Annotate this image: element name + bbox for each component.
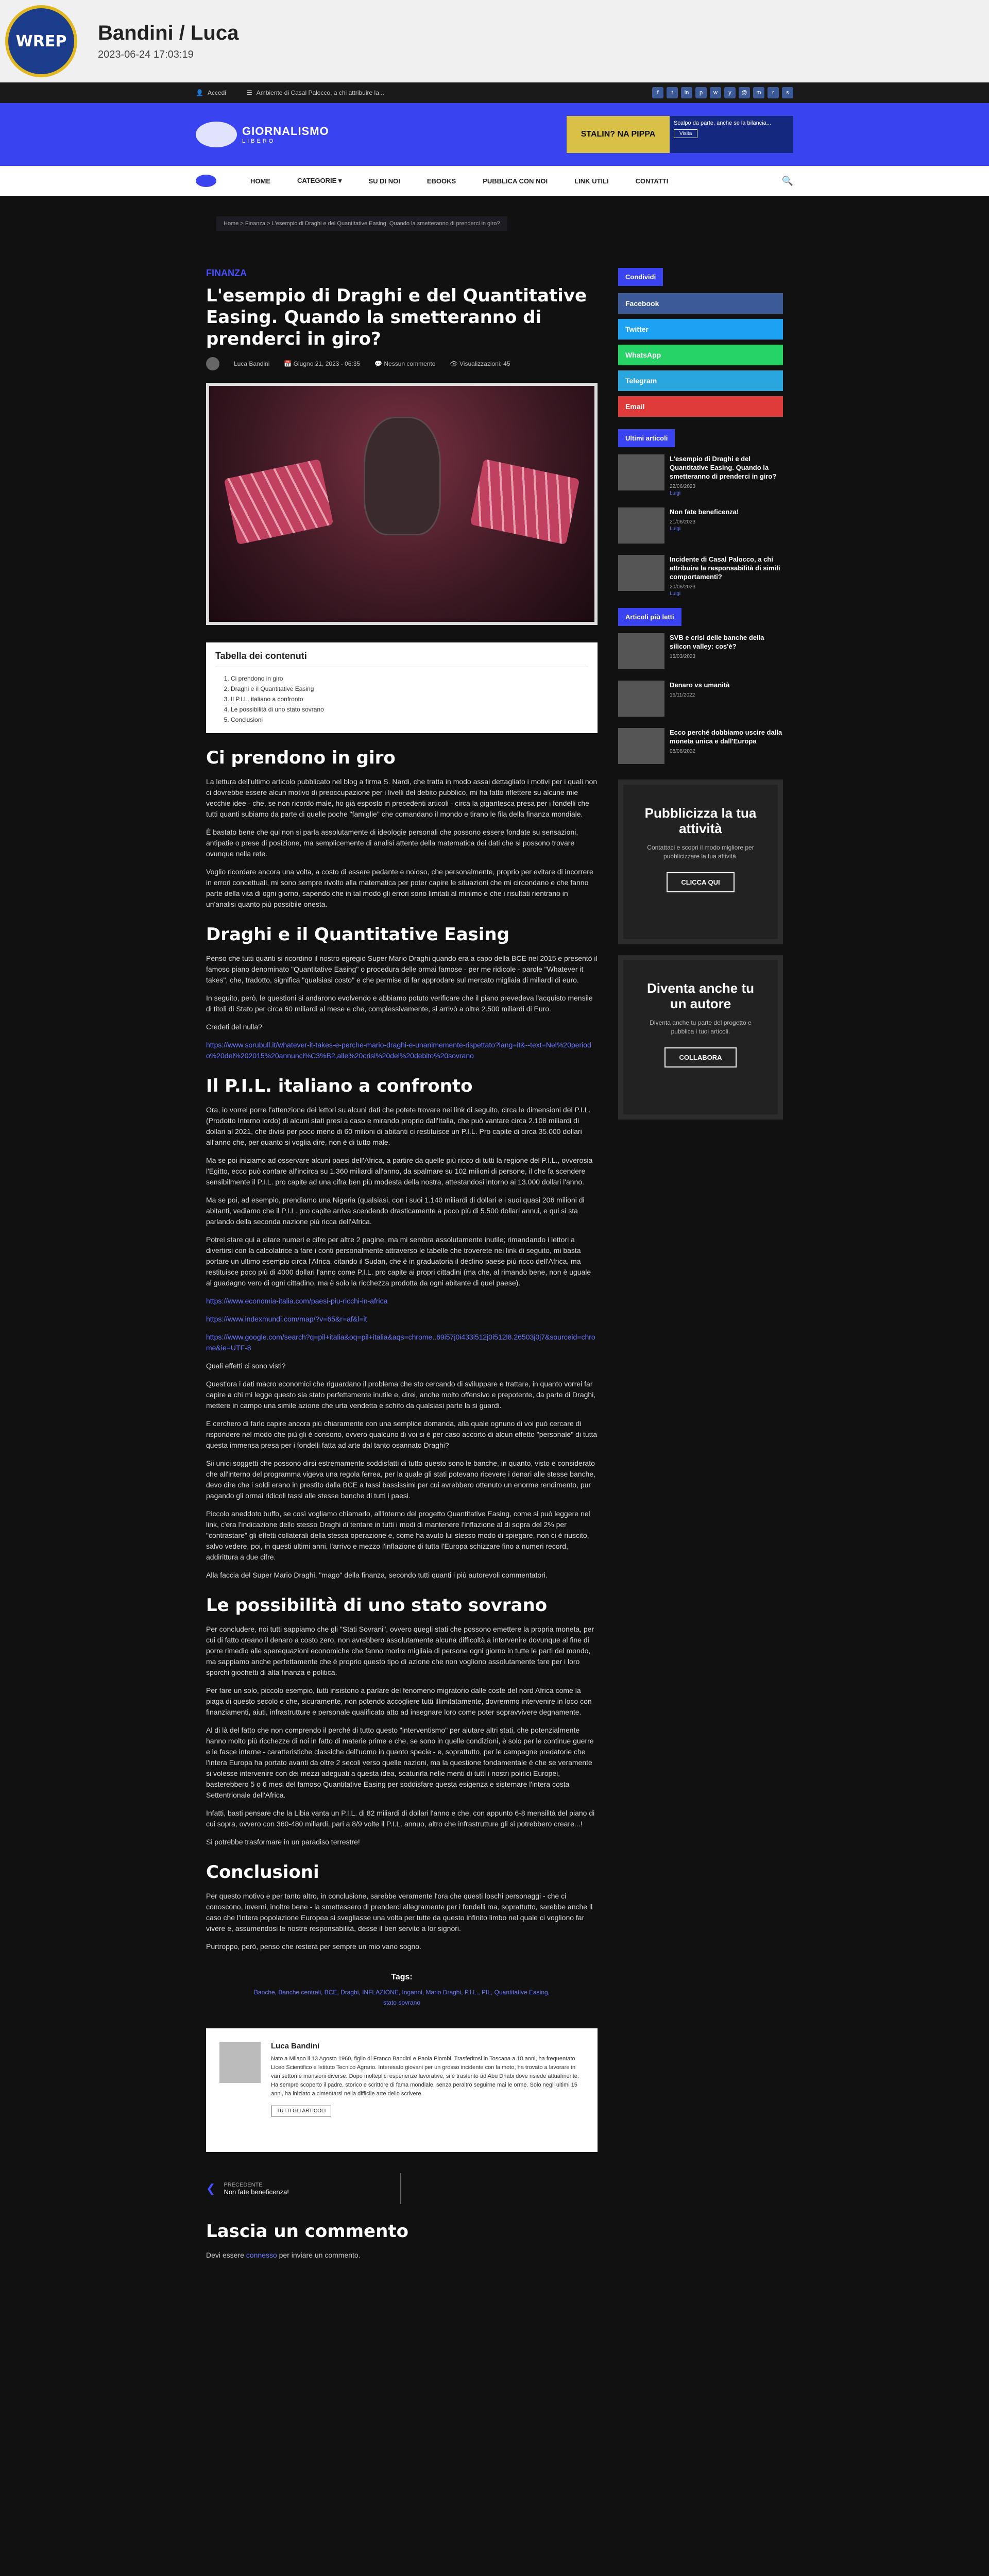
promo-advertise: Pubblicizza la tua attività Contattaci e scopri il modo migliore per pubblicizzare la tua attività. CLICCA QUI xyxy=(618,779,783,944)
calendar-icon: 📅 Giugno 21, 2023 - 06:35 xyxy=(284,360,361,367)
list-item-date: 16/11/2022 xyxy=(670,692,695,698)
paragraph: Quali effetti ci sono visti? xyxy=(206,1362,286,1370)
paragraph: La lettura dell'ultimo articolo pubblicato nel blog a firma S. Nardi, che tratta in modo assai dettagliato i motivi per i quali non ci dovrebbe essere alcun motivo di preoccupazione per i livelli del debito pubblico, mi ha fatto riflettere su alcune mie vecchie idee - che, se non ricordo male, ho già esposto in precedenti articoli - circa la gigantesca presa per i fondelli che tutti quanti subiamo da parte di quelle poche "famiglie" che comandano il mondo e tirano le fila della finanza mondiale. xyxy=(206,777,598,818)
author-bio: Nato a Milano il 13 Agosto 1960, figlio di Franco Bandini e Paola Piombi. Trasferitosi in Toscana a 18 anni, ha frequentato Liceo Scientifico e Istituto Tecnico Agrario. Interesato giovani per un grosso incidente con la moto, ha trovato a lavorare in vari settori e mansioni diverse. Dopo molteplici esperienze lavorative, si è trasferito ad Abu Dhabi dove risiede attualmente. Ha sempre scoperto il padre, storico e scrittore di fama mondiale, senza peraltro seguirne mai le orme. Solo negli ultimi 15 anni, ha iniziato a cimentarsi nella difficile arte dello scrivere. xyxy=(271,2056,579,2097)
section-heading: Draghi e il Quantitative Easing xyxy=(206,924,509,945)
list-item[interactable] xyxy=(618,681,783,717)
paragraph: E cerchero di farlo capire ancora più chiaramente con una semplice domanda, alla quale ognuno di voi può cercare di rispondere nel modo che più gli è consono, ovvero qualcuno di voi si è per caso accorto di alcun effetto "personale" di tutta questa immensa presa per i fondelli fatta ad arte dal tanto osannato Draghi? xyxy=(206,1419,598,1449)
paragraph: Voglio ricordare ancora una volta, a costo di essere pedante e noioso, che personalmente, proprio per evitare di incorrere in errori concettuali, mi sono sempre rivolto alla matematica per poter capire le situazioni che mi circondano e che fanno parte della vita di ogni giorno, sapendo che in tal modo gli errori sono limitati al minimo e che i risultati rientrano in un'analisi quanto più possibile onesta. xyxy=(206,868,593,908)
site-header xyxy=(0,103,989,166)
paragraph[interactable]: https://www.economia-italia.com/paesi-piu-ricchi-in-africa xyxy=(206,1297,388,1305)
skype-icon[interactable]: s xyxy=(782,87,793,98)
list-item-title[interactable]: L'esempio di Draghi e del Quantitative Easing. Quando la smetteranno di prenderci in giro? xyxy=(670,455,777,480)
toc-title: Tabella dei contenuti xyxy=(215,651,588,667)
twitter-icon[interactable]: t xyxy=(667,87,678,98)
paragraph: Infatti, basti pensare che la Libia vanta un P.I.L. di 82 miliardi di dollari l'anno e che, con appunto 6-8 mensilità del piano di cui sopra, ovvero con 360-480 miliardi, pari a 8/9 volte il P.I.L. annuo, altro che infrastrutture gli si potrebbero creare...! xyxy=(206,1809,595,1828)
paragraph: Penso che tutti quanti si ricordino il nostro egregio Super Mario Draghi quando era a capo della BCE nel 2015 e presentò il famoso piano denominato "Quantitative Easing" o procedura delle ormai famose - per me ridicole - parole "Whatever it takes", che, tradotto, significa "qualsiasi costo" e che permise di far approdare sul mercato migliaia di miliardi di euro. xyxy=(206,954,598,984)
paragraph: Per concludere, noi tutti sappiamo che gli "Stati Sovrani", ovvero quegli stati che possono emettere la propria moneta, per cui di fatto creano il denaro a costo zero, non avrebbero assolutamente alcuna difficoltà a intervenire dovunque al fine di porre rimedio alle sperequazioni economiche che fanno morire migliaia di persone ogni giorno in tutte le parti del mondo, ma sappiamo anche perfettamente che è proprio questo tipo di azione che non vogliono assolutamente fare per i loro sporchi giochetti di alta finanza e politica. xyxy=(206,1625,594,1676)
author-avatar xyxy=(206,357,219,370)
login-link[interactable]: 👤 Accedi xyxy=(196,89,226,96)
list-item-title[interactable]: Ecco perché dobbiamo uscire dalla moneta unica e dall'Europa xyxy=(670,728,782,745)
tags-list[interactable]: Banche, Banche centrali, BCE, Draghi, INFLAZIONE, Inganni, Mario Draghi, P.I.L., PIL, Quantitative Easing, stato sovrano xyxy=(253,1989,550,2006)
section-heading: Conclusioni xyxy=(206,1862,319,1883)
section-heading: Le possibilità di uno stato sovrano xyxy=(206,1595,548,1616)
share-telegram-button[interactable]: Telegram xyxy=(618,370,783,391)
banner-image: STALIN? NA PIPPA xyxy=(567,116,670,153)
prev-post-nav[interactable] xyxy=(206,2171,598,2207)
article-body xyxy=(206,748,598,1952)
list-item-tag[interactable]: Luigi xyxy=(670,591,681,597)
nav-home[interactable]: HOME xyxy=(250,177,270,185)
share-facebook-button[interactable]: Facebook xyxy=(618,293,783,314)
article xyxy=(206,268,598,2268)
paragraph: Ora, io vorrei porre l'attenzione dei lettori su alcuni dati che potete trovare nei link di seguito, circa le dimensioni del P.I.L. (Prodotto Interno lordo) di alcuni stati presi a caso e mirando proprio dall'Italia, che può vantare circa 2.108 miliardi di dollari al 2021, che divisi per poco meno di 60 milioni di abitanti ci restituisce un P.I.L. Pro capite di circa 35.000 dollari all'anno che, per quanto si voglia dire, non è di tutto male. xyxy=(206,1106,591,1146)
paragraph: Al di là del fatto che non comprendo il perché di tutto questo "interventismo" per aiutare altri stati, che potenzialmente hanno molto più ricchezze di noi in fatto di materie prime e che, se sono in quelle condizioni, è solo per le continue guerre e le fasce interne - caratteristiche classiche dell'uomo in quanto specie - e, soprattutto, per le campagne predatorie che l'intera Europa ha portato avanti da oltre 2 secoli verso quelle nazioni, ma la questione fondamentale è che se veramente si volesse intervenire con dei mezzi adeguati a questa idea, scaturirla nelle menti di tutti i nostri politici Europei, basterebbero 5 o 6 mesi del famoso Quantitative Easing per soddisfare questa esigenza e sistemare l'intera costa Settentrionale dell'Africa. xyxy=(206,1726,594,1799)
list-item[interactable] xyxy=(618,507,783,544)
author-name[interactable]: Luca Bandini xyxy=(234,360,270,367)
nav-ebooks[interactable]: EBOOKS xyxy=(427,177,456,185)
nav-logo-icon[interactable] xyxy=(196,175,216,187)
prev-label: PRECEDENTE xyxy=(224,2181,263,2188)
list-item-tag[interactable]: Luigi xyxy=(670,526,681,532)
table-of-contents xyxy=(206,642,598,733)
comment-section xyxy=(206,2221,598,2261)
promo-author-button[interactable]: COLLABORA xyxy=(664,1047,736,1067)
top-bar xyxy=(0,82,989,103)
list-item[interactable] xyxy=(618,633,783,669)
whatsapp-icon[interactable]: w xyxy=(710,87,721,98)
promo-author: Diventa anche tu un autore Diventa anche tu parte del progetto e pubblica i tuoi articoli. COLLABORA xyxy=(618,955,783,1120)
paragraph: Ma se poi iniziamo ad osservare alcuni paesi dell'Africa, a partire da quelle più ricco di tutti la regione del P.I.L., ovverosia l'Egitto, ecco può contare all'incirca su 1.360 miliardi all'anno, da spalmare su 102 milioni di persone, il che fa scendere sensibilmente il P.I.L. pro capite ad una cifra ben più modesta della nostra, attestandosi intorno ai 13.000 dollari l'anno. xyxy=(206,1156,593,1186)
list-item-title[interactable]: Incidente di Casal Palocco, a chi attribuire la responsabilità di simili comportamenti? xyxy=(670,555,780,581)
paragraph: Credeti del nulla? xyxy=(206,1023,262,1031)
paragraph: Si potrebbe trasformare in un paradiso terrestre! xyxy=(206,1838,360,1846)
list-item-date: 15/03/2023 xyxy=(670,654,696,659)
share-whatsapp-button[interactable]: WhatsApp xyxy=(618,345,783,365)
thumbnail[interactable] xyxy=(618,728,664,764)
list-item-date: 08/08/2022 xyxy=(670,749,696,754)
popular-heading: Articoli più letti xyxy=(618,608,681,626)
toc-item[interactable]: 5. Conclusioni xyxy=(231,715,588,725)
ticker-link[interactable]: ☰ Ambiente di Casal Palocco, a chi attribuire la... xyxy=(246,89,384,96)
featured-image xyxy=(206,383,598,625)
toc-item[interactable]: 4. Le possibilità di uno stato sovrano xyxy=(231,704,588,715)
toc-item[interactable]: 3. Il P.I.L. italiano a confronto xyxy=(231,694,588,704)
list-item[interactable] xyxy=(618,728,783,764)
eye-icon: 👁 Visualizzazioni: 45 xyxy=(450,360,510,367)
thumbnail[interactable] xyxy=(618,681,664,717)
linkedin-icon[interactable]: in xyxy=(681,87,692,98)
all-articles-button[interactable]: TUTTI GLI ARTICOLI xyxy=(271,2106,331,2116)
comment-title: Lascia un commento xyxy=(206,2221,408,2242)
social-links xyxy=(652,87,793,98)
list-item-title[interactable]: Non fate beneficenza! xyxy=(670,508,739,516)
article-category[interactable]: FINANZA xyxy=(206,268,247,278)
prev-title[interactable]: Non fate beneficenza! xyxy=(224,2188,289,2196)
email-icon[interactable]: @ xyxy=(739,87,750,98)
wrep-logo: WREP xyxy=(5,5,77,77)
paragraph[interactable]: https://www.indexmundi.com/map/?v=65&r=af&l=it xyxy=(206,1315,367,1323)
ad-banner[interactable]: STALIN? NA PIPPA Scalpo da parte, anche se la bilancia... Visita xyxy=(567,116,793,153)
tags-box xyxy=(206,1973,598,2008)
list-item-date: 22/06/2023 xyxy=(670,484,696,489)
nav-su-di-noi[interactable]: SU DI NOI xyxy=(368,177,400,185)
share-twitter-button[interactable]: Twitter xyxy=(618,319,783,340)
paragraph: Ma se poi, ad esempio, prendiamo una Nigeria (qualsiasi, con i suoi 1.140 miliardi di dollari e i suoi quasi 206 milioni di abitanti, vediamo che il P.I.L. pro capite arriva scendendo drasticamente a poco più di 5.500 dollari annui, e qui si sta parlando della seconda nazione più ricca dell'Africa. xyxy=(206,1196,585,1226)
nav-contatti[interactable]: CONTATTI xyxy=(635,177,669,185)
facebook-icon[interactable]: f xyxy=(652,87,663,98)
banner-button[interactable]: Visita xyxy=(674,129,697,138)
medium-icon[interactable]: m xyxy=(753,87,764,98)
section-heading: Ci prendono in giro xyxy=(206,748,396,768)
toc-item[interactable]: 1. Ci prendono in giro xyxy=(231,673,588,684)
article-title: L'esempio di Draghi e del Quantitative Easing. Quando la smetteranno di prenderci in giro? xyxy=(206,285,587,349)
paragraph: In seguito, però, le questioni si andarono evolvendo e abbiamo potuto verificare che il piano prevedeva l'acquisto mensile di titoli di Stato per circa 60 miliardi al mese e che, complessivamente, si arrivò a oltre 2.500 miliardi di Euro. xyxy=(206,994,593,1013)
paragraph: Alla faccia del Super Mario Draghi, "mago" della finanza, secondo tutti quanti i più autorevoli commentatori. xyxy=(206,1571,548,1579)
wrep-frame xyxy=(0,0,989,82)
main-nav xyxy=(0,166,989,196)
thumbnail[interactable] xyxy=(618,633,664,669)
paragraph: Per fare un solo, piccolo esempio, tutti insistono a parlare del fenomeno migratorio dalle coste del nord Africa come la piaga di questo secolo e che, sicuramente, non potendo accogliere tutti illimitatamente, dovremmo intervenire in loco con finanziamenti, aiuti, infrastrutture e personale qualificato atto ad insegnare loro come poter sopravvivere degnamente. xyxy=(206,1686,592,1716)
list-item[interactable] xyxy=(618,454,783,496)
thumbnail[interactable] xyxy=(618,507,664,544)
section-heading: Il P.I.L. italiano a confronto xyxy=(206,1076,473,1096)
article-meta xyxy=(206,357,598,370)
share-heading: Condividi xyxy=(618,268,663,286)
paragraph[interactable]: https://www.sorubull.it/whatever-it-takes-e-perche-mario-draghi-e-unanimemente-rispettato?lang=it&--text=Nel%20periodo%20del%202015%20annunci%C3%B2,alle%20crisi%20del%20debito%20sovrano xyxy=(206,1041,591,1060)
promo-advertise-button[interactable]: CLICCA QUI xyxy=(667,872,734,892)
paragraph: Quest'ora i dati macro economici che riguardano il problema che sto cercando di sviluppare e trattare, in quanto vorrei far capire a chi mi legge questo sia stato perfettamente inutile e, direi, anche molto offensivo e prepotente, da parte di Draghi, mettere in campo una simile azione che urta vendetta e schifo da qualsiasi parte la si guardi. xyxy=(206,1380,596,1410)
paragraph: Piccolo aneddoto buffo, se così vogliamo chiamarlo, all'interno del progetto Quantitative Easing, come si può leggere nel link, c'era l'indicazione dello stesso Draghi di tentare in tutti i modi di mantenere l'inflazione al di sopra del 2% per "contrastare" gli effetti collaterali della stessa operazione e, come ha avuto lui stesso modo di spiegare, non ci è riuscito, salvo vedere, poi, in questi ultimi anni, l'arrivo e mezzo l'inflazione di tutta l'Europa schizzare fino a numeri record, addirittura a due cifre. xyxy=(206,1510,590,1561)
paragraph[interactable]: https://www.google.com/search?q=pil+italia&oq=pil+italia&aqs=chrome..69i57j0i433i512j0i512l8.26503j0j7&sourceid=chrome&ie=UTF-8 xyxy=(206,1333,595,1352)
list-item-title[interactable]: SVB e crisi delle banche della silicon valley: cos'è? xyxy=(670,634,764,650)
toc-item[interactable]: 2. Draghi e il Quantitative Easing xyxy=(231,684,588,694)
author-box xyxy=(206,2028,598,2152)
search-icon[interactable]: 🔍 xyxy=(781,175,793,186)
divider xyxy=(400,2173,401,2204)
share-email-button[interactable]: Email xyxy=(618,396,783,417)
nav-link-utili[interactable]: LINK UTILI xyxy=(574,177,609,185)
list-item-date: 20/06/2023 xyxy=(670,584,696,590)
comment-login-text: Devi essere connesso per inviare un commento. xyxy=(206,2251,361,2259)
paragraph: Purtroppo, però, penso che resterà per sempre un mio vano sogno. xyxy=(206,1942,421,1951)
paragraph: Potrei stare qui a citare numeri e cifre per altre 2 pagine, ma mi sembra assolutamente inutile; rimandando i lettori a divertirsi con la calcolatrice a fare i conti personalmente attraverso le tabelle che troverete nei link di seguito, mi basta portare un ultimo esempio circa l'Africa, citando il Sudan, che è in graduatoria il declino paese più ricco dell'Africa, ma restituisce poco più di 4000 dollari l'anno come P.I.L. pro capite ai propri cittadini (ma che, al rimando bene, non è uguale al guadagno vero di ogni cittadino, ma è solo la ricchezza prodotta da ogni abitante di quel paese). xyxy=(206,1235,591,1287)
sidebar xyxy=(618,268,783,1120)
breadcrumb[interactable]: Home > Finanza > L'esempio di Draghi e del Quantitative Easing. Quando la smetteranno di prenderci in giro? xyxy=(216,216,507,231)
thumbnail[interactable] xyxy=(618,555,664,591)
wrep-date: 2023-06-24 17:03:19 xyxy=(98,49,194,60)
wing-icon xyxy=(196,122,237,147)
chevron-left-icon: ❮ xyxy=(206,2182,216,2195)
paragraph: Sii unici soggetti che possono dirsi estremamente soddisfatti di tutto questo sono le banche, in quanto, visto e considerato che all'interno del programma vigeva una regola ferrea, per la quale gli stati potevano ricevere i denari alle stesse banche, devo dire che i soldi erano in prestito dalla BCE a tassi bassissimi per cui avrebbero ottenuto un enorme rendimento, pur pagando gli ormai ridicoli tassi alle stesse banche di tutti i paesi. xyxy=(206,1459,595,1500)
list-item-tag[interactable]: Luigi xyxy=(670,490,681,496)
comment-icon: 💬 Nessun commento xyxy=(374,360,436,367)
login-link[interactable]: connesso xyxy=(246,2251,277,2259)
paragraph: È bastato bene che qui non si parla assolutamente di ideologie personali che possono essere fondate su sensazioni, antipatie o prese di posizione, ma semplicemente di analisi attente della matematica dei dati che si possono trovare ovunque nella rete. xyxy=(206,828,578,858)
tags-label: Tags: xyxy=(391,1973,413,1981)
paragraph: Per questo motivo e per tanto altro, in conclusione, sarebbe veramente l'ora che questi loschi personaggi - che ci conoscono, inverni, inoltre bene - la smettessero di prenderci allegramente per i fondelli ma, soprattutto, sarebbe anche il caso che l'intera popolazione Europea si svegliasse una volta per tutte da questo infinito limbo nel quale ci vogliono far vivere e, assumendosi le nostre responsabilità, desse il ben servito a lor signori. xyxy=(206,1892,593,1933)
author-box-name[interactable]: Luca Bandini xyxy=(271,2042,320,2050)
rss-icon[interactable]: r xyxy=(768,87,779,98)
list-item-title[interactable]: Denaro vs umanità xyxy=(670,681,730,689)
list-item[interactable] xyxy=(618,555,783,597)
author-photo xyxy=(219,2042,261,2083)
pinterest-icon[interactable]: p xyxy=(695,87,707,98)
nav-categorie[interactable]: CATEGORIE ▾ xyxy=(297,177,342,184)
recent-heading: Ultimi articoli xyxy=(618,429,675,447)
nav-pubblica[interactable]: PUBBLICA CON NOI xyxy=(483,177,548,185)
youtube-icon[interactable]: y xyxy=(724,87,736,98)
thumbnail[interactable] xyxy=(618,454,664,490)
site-logo[interactable]: GIORNALISMO LIBERO xyxy=(196,122,329,147)
wrep-title: Bandini / Luca xyxy=(98,22,239,44)
list-item-date: 21/06/2023 xyxy=(670,519,696,525)
